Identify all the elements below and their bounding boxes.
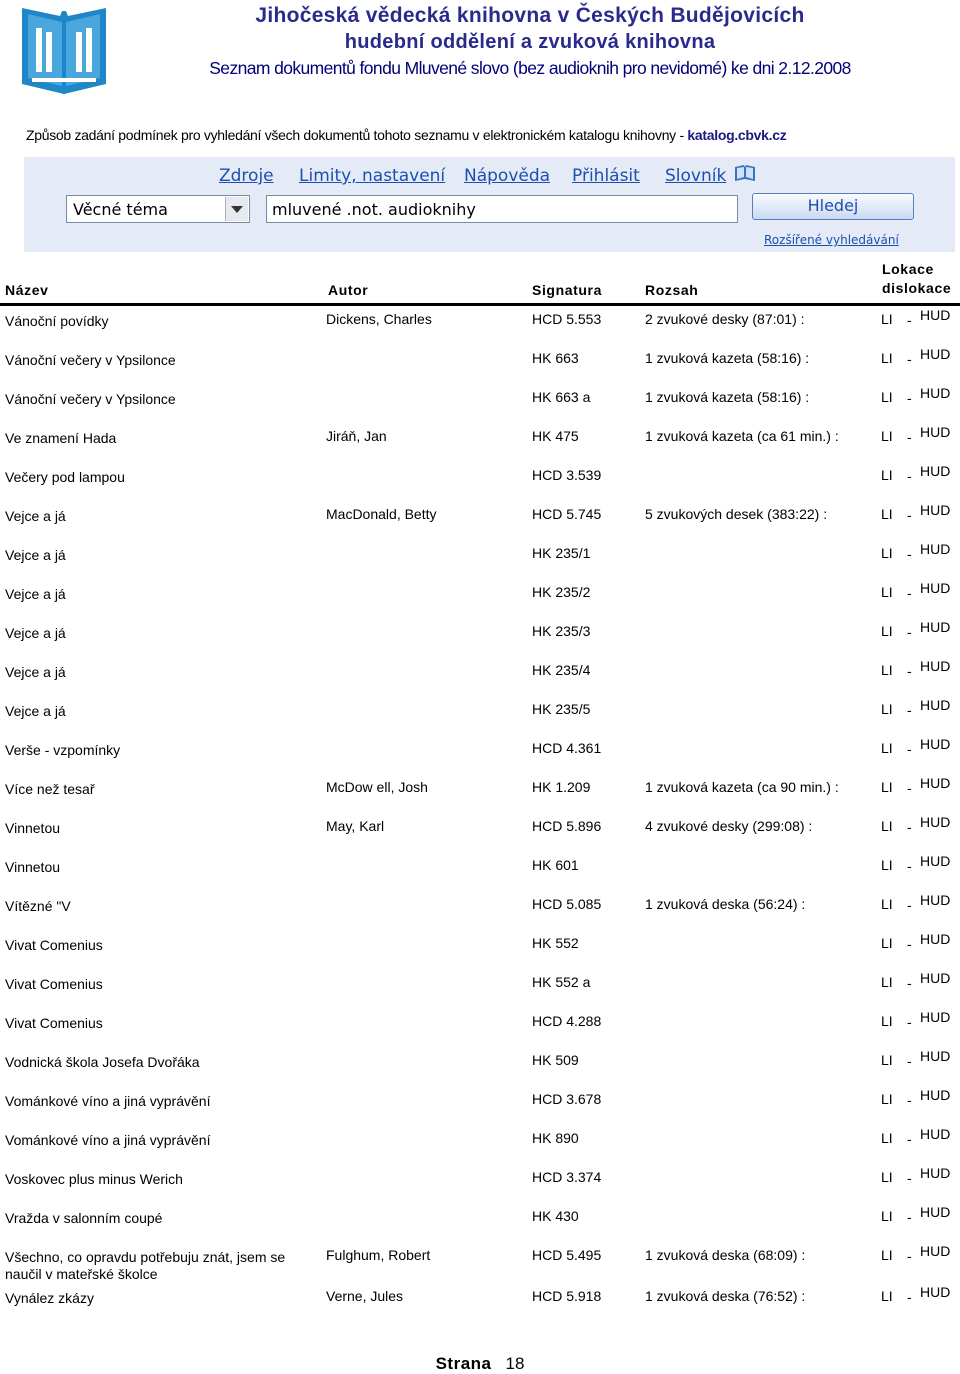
row-signature: HK 430 [532,1208,579,1224]
row-separator: - [907,624,912,640]
row-signature: HCD 5.745 [532,506,602,522]
column-header-signature: Signatura [532,282,602,298]
row-title: Vivat Comenius [5,937,103,953]
row-location: LI [881,1013,893,1029]
row-signature: HCD 3.678 [532,1091,602,1107]
row-title: Vománkové víno a jiná vyprávění [5,1132,211,1148]
row-location: LI [881,1288,893,1304]
row-title: Vánoční povídky [5,313,109,329]
row-title: Vynález zkázy [5,1290,94,1306]
row-separator: - [907,507,912,523]
row-location: LI [881,896,893,912]
row-signature: HCD 4.288 [532,1013,602,1029]
row-title: Vražda v salonním coupé [5,1210,163,1226]
search-field-value: Věcné téma [73,200,168,219]
row-title: Vejce a já [5,508,66,524]
row-location: LI [881,701,893,717]
row-location: LI [881,662,893,678]
row-separator: - [907,1053,912,1069]
row-title: Vománkové víno a jiná vyprávění [5,1093,211,1109]
row-signature: HK 663 [532,350,579,366]
row-signature: HCD 5.896 [532,818,602,834]
book-icon[interactable] [734,164,756,182]
row-dislocation: HUD [920,697,951,713]
row-signature: HK 552 [532,935,579,951]
row-dislocation: HUD [920,775,951,791]
row-title: Všechno, co opravdu potřebuju znát, jsem se naučil v mateřské školce [5,1249,286,1282]
row-dislocation: HUD [920,736,951,752]
nav-link-help[interactable]: Nápověda [464,166,551,186]
row-location: LI [881,389,893,405]
row-title: Vejce a já [5,625,66,641]
row-author: Verne, Jules [326,1288,404,1304]
row-title: Vinnetou [5,859,61,875]
row-signature: HCD 5.085 [532,896,602,912]
row-location: LI [881,1247,893,1263]
row-extent: 1 zvuková deska (56:24) : [645,896,806,912]
instructions-text: Způsob zadání podmínek pro vyhledání všech dokumentů tohoto seznamu v elektronickém katalogu knihovny - [26,127,688,143]
row-location: LI [881,1169,893,1185]
row-signature: HK 235/3 [532,623,591,639]
row-extent: 1 zvuková kazeta (58:16) : [645,350,810,366]
row-dislocation: HUD [920,892,951,908]
search-button[interactable]: Hledej [752,193,914,220]
row-signature: HK 235/4 [532,662,591,678]
row-separator: - [907,936,912,952]
row-separator: - [907,1248,912,1264]
row-extent: 5 zvukových desek (383:22) : [645,506,828,522]
row-title: Vodnická škola Josefa Dvořáka [5,1054,200,1070]
row-title: Vejce a já [5,664,66,680]
row-separator: - [907,585,912,601]
row-dislocation: HUD [920,658,951,674]
row-location: LI [881,974,893,990]
row-separator: - [907,819,912,835]
row-dislocation: HUD [920,1087,951,1103]
row-signature: HCD 3.374 [532,1169,602,1185]
row-dislocation: HUD [920,1126,951,1142]
row-title: Vánoční večery v Ypsilonce [5,391,176,407]
row-location: LI [881,311,893,327]
row-separator: - [907,429,912,445]
row-location: LI [881,467,893,483]
row-author: Jiráň, Jan [326,428,387,444]
row-extent: 1 zvuková kazeta (ca 61 min.) : [645,428,839,444]
row-title: Voskovec plus minus Werich [5,1171,183,1187]
row-dislocation: HUD [920,541,951,557]
row-separator: - [907,741,912,757]
row-dislocation: HUD [920,463,951,479]
nav-link-sources[interactable]: Zdroje [219,166,274,186]
row-dislocation: HUD [920,1048,951,1064]
row-location: LI [881,545,893,561]
row-dislocation: HUD [920,346,951,362]
page-number: 18 [505,1354,525,1373]
library-title: Jihočeská vědecká knihovna v Českých Budějovicích [255,4,805,27]
row-dislocation: HUD [920,307,951,323]
column-header-author: Autor [328,282,369,298]
row-separator: - [907,858,912,874]
row-title: Vejce a já [5,703,66,719]
row-separator: - [907,546,912,562]
row-extent: 1 zvuková deska (68:09) : [645,1247,806,1263]
row-extent: 1 zvuková kazeta (ca 90 min.) : [645,779,839,795]
row-title: Vítězné "V [5,898,71,914]
search-field-select[interactable] [66,195,250,223]
row-location: LI [881,428,893,444]
row-location: LI [881,584,893,600]
row-separator: - [907,351,912,367]
row-title: Vejce a já [5,547,66,563]
advanced-search-link[interactable]: Rozšířené vyhledávání [764,233,899,247]
page-label: Strana [435,1354,492,1373]
catalog-link[interactable]: katalog.cbvk.cz [687,127,787,143]
row-signature: HCD 4.361 [532,740,602,756]
page-footer [0,1354,960,1374]
row-location: LI [881,506,893,522]
row-location: LI [881,1208,893,1224]
row-extent: 1 zvuková deska (76:52) : [645,1288,806,1304]
nav-link-limits[interactable]: Limity, nastavení [299,166,446,186]
row-author: Fulghum, Robert [326,1247,431,1263]
row-dislocation: HUD [920,853,951,869]
row-dislocation: HUD [920,619,951,635]
row-separator: - [907,1170,912,1186]
row-signature: HK 1.209 [532,779,591,795]
row-dislocation: HUD [920,1165,951,1181]
row-dislocation: HUD [920,1009,951,1025]
nav-link-login[interactable]: Přihlásit [572,166,640,186]
row-signature: HK 235/1 [532,545,591,561]
row-title: Večery pod lampou [5,469,125,485]
row-dislocation: HUD [920,970,951,986]
row-separator: - [907,663,912,679]
row-location: LI [881,818,893,834]
row-signature: HCD 5.495 [532,1247,602,1263]
row-author: McDow ell, Josh [326,779,428,795]
row-location: LI [881,623,893,639]
row-dislocation: HUD [920,502,951,518]
library-logo [18,2,110,96]
search-instructions [26,127,786,143]
row-author: Dickens, Charles [326,311,432,327]
column-header-extent: Rozsah [645,282,699,298]
row-dislocation: HUD [920,931,951,947]
row-separator: - [907,1014,912,1030]
row-extent: 4 zvukové desky (299:08) : [645,818,813,834]
row-separator: - [907,468,912,484]
row-signature: HK 663 a [532,389,591,405]
row-signature: HK 890 [532,1130,579,1146]
row-location: LI [881,857,893,873]
row-location: LI [881,1091,893,1107]
row-title: Ve znamení Hada [5,430,117,446]
row-title: Vejce a já [5,586,66,602]
row-dislocation: HUD [920,1284,951,1300]
row-dislocation: HUD [920,424,951,440]
row-dislocation: HUD [920,1243,951,1259]
row-separator: - [907,390,912,406]
row-separator: - [907,897,912,913]
column-header-location: Lokace [882,261,934,277]
row-dislocation: HUD [920,580,951,596]
catalog-search-panel [24,157,955,252]
row-signature: HK 509 [532,1052,579,1068]
list-title: Seznam dokumentů fondu Mluvené slovo (bez audioknih pro nevidomé) ke dni 2.12.2008 [209,58,851,78]
search-input[interactable] [266,195,738,223]
row-signature: HK 235/2 [532,584,591,600]
row-location: LI [881,935,893,951]
chevron-down-icon[interactable] [225,197,248,221]
row-signature: HCD 3.539 [532,467,602,483]
row-author: MacDonald, Betty [326,506,437,522]
row-signature: HCD 5.553 [532,311,602,327]
column-header-dislocation: dislokace [882,280,952,296]
nav-link-dictionary[interactable]: Slovník [665,166,727,186]
row-location: LI [881,779,893,795]
row-separator: - [907,1209,912,1225]
row-separator: - [907,312,912,328]
row-separator: - [907,1131,912,1147]
column-header-name: Název [5,282,49,298]
row-title: Vivat Comenius [5,976,103,992]
row-signature: HK 552 a [532,974,591,990]
row-dislocation: HUD [920,814,951,830]
row-title: Více než tesař [5,781,95,797]
row-signature: HK 475 [532,428,579,444]
row-separator: - [907,702,912,718]
row-location: LI [881,1052,893,1068]
search-input-value: mluvené .not. audioknihy [272,200,476,219]
row-signature: HK 235/5 [532,701,591,717]
row-title: Vinnetou [5,820,61,836]
row-title: Verše - vzpomínky [5,742,121,758]
row-extent: 1 zvuková kazeta (58:16) : [645,389,810,405]
row-location: LI [881,740,893,756]
row-author: May, Karl [326,818,385,834]
header-divider [0,303,960,306]
row-title: Vánoční večery v Ypsilonce [5,352,176,368]
row-separator: - [907,1289,912,1305]
row-signature: HCD 5.918 [532,1288,602,1304]
department-title: hudební oddělení a zvuková knihovna [344,31,716,53]
row-location: LI [881,350,893,366]
row-extent: 2 zvukové desky (87:01) : [645,311,805,327]
row-location: LI [881,1130,893,1146]
row-dislocation: HUD [920,1204,951,1220]
row-separator: - [907,780,912,796]
row-dislocation: HUD [920,385,951,401]
row-title: Vivat Comenius [5,1015,103,1031]
row-separator: - [907,975,912,991]
row-signature: HK 601 [532,857,579,873]
row-separator: - [907,1092,912,1108]
